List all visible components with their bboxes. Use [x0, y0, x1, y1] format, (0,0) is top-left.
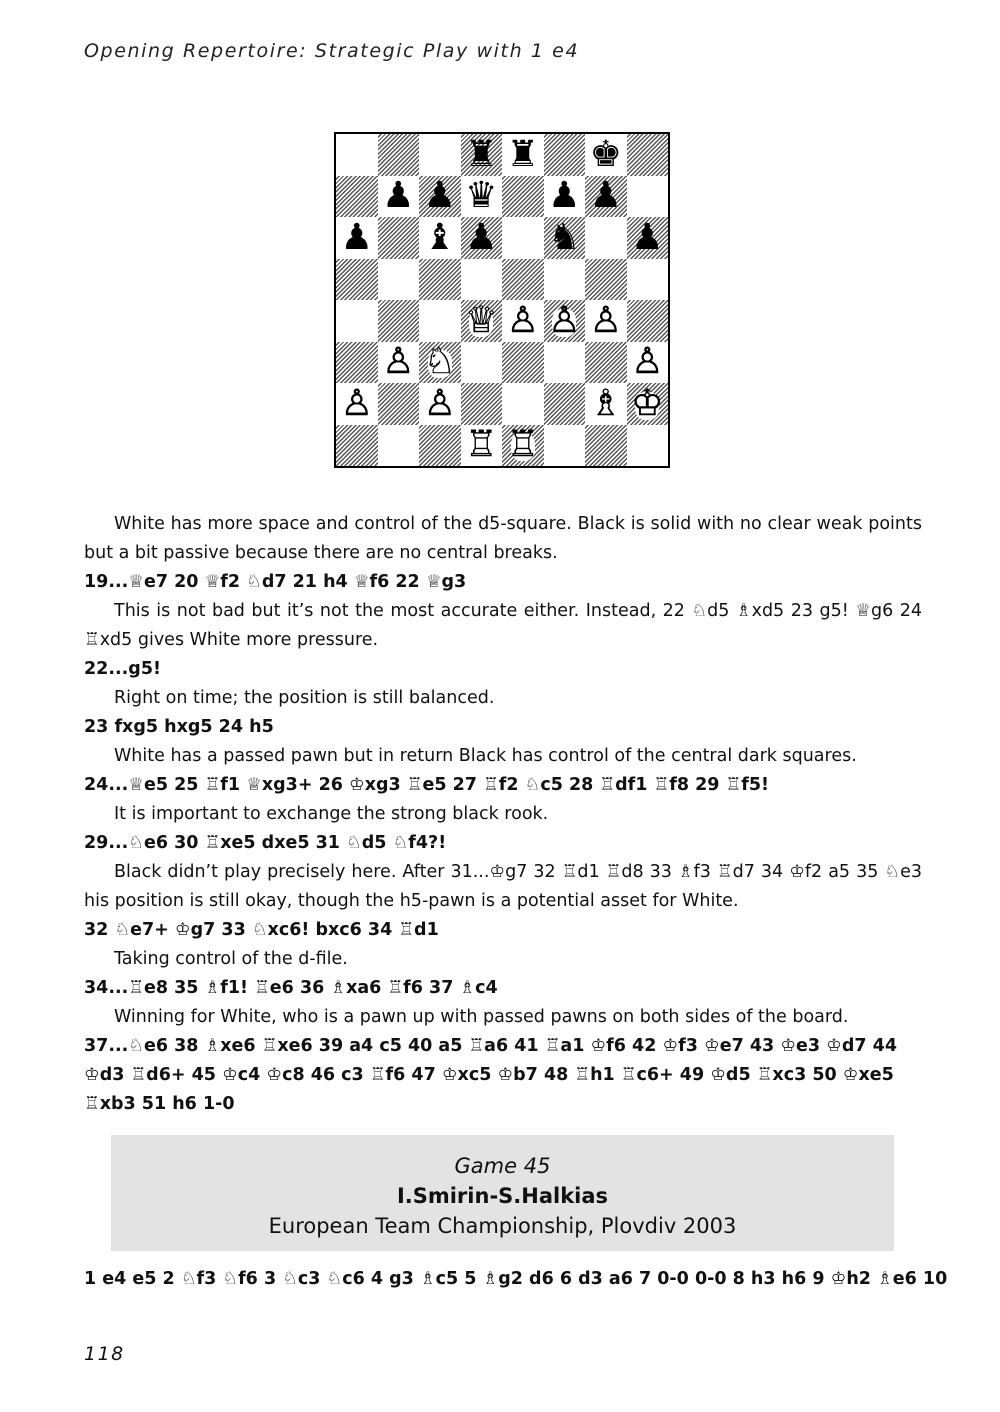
board-square — [378, 383, 420, 425]
board-grid — [336, 134, 668, 466]
chess-piece: ♝ — [423, 216, 456, 258]
board-square — [585, 134, 627, 176]
board-square — [502, 176, 544, 218]
board-square — [419, 342, 461, 384]
move-line: 19...♕e7 20 ♕f2 ♘d7 21 h4 ♕f6 22 ♕g3 — [84, 572, 467, 592]
board-square — [544, 425, 586, 467]
board-square — [336, 383, 378, 425]
board-square — [502, 300, 544, 342]
board-square — [461, 342, 503, 384]
board-square — [544, 259, 586, 301]
board-square — [461, 134, 503, 176]
move-line: 24...♕e5 25 ♖f1 ♕xg3+ 26 ♔xg3 ♖e5 27 ♖f2 ♘c5 28 ♖df1 ♖f8 29 ♖f5! — [84, 775, 769, 795]
chess-piece: ♙ — [506, 299, 539, 341]
board-square — [585, 383, 627, 425]
board-square — [544, 176, 586, 218]
board-square — [336, 425, 378, 467]
move-line: 29...♘e6 30 ♖xe5 dxe5 31 ♘d5 ♘f4?! — [84, 833, 447, 853]
game-header-box — [111, 1135, 894, 1251]
board-square — [336, 259, 378, 301]
board-square — [336, 300, 378, 342]
chess-piece: ♟ — [382, 175, 415, 217]
chess-piece: ♟ — [548, 175, 581, 217]
running-title: Opening Repertoire: Strategic Play with 1 e4 — [84, 40, 580, 62]
commentary — [84, 510, 922, 1119]
chess-piece: ♙ — [382, 341, 415, 383]
game-number: Game 45 — [454, 1154, 551, 1178]
move-line: 34...♖e8 35 ♗f1! ♖e6 36 ♗xa6 ♖f6 37 ♗c4 — [84, 978, 498, 998]
chess-piece: ♙ — [340, 382, 373, 424]
paragraph: Winning for White, who is a pawn up with passed pawns on both sides of the board. — [114, 1007, 849, 1027]
chess-piece: ♜ — [506, 133, 539, 175]
board-square — [544, 134, 586, 176]
board-square — [419, 176, 461, 218]
board-square — [502, 342, 544, 384]
board-square — [627, 217, 669, 259]
board-square — [627, 383, 669, 425]
board-square — [419, 134, 461, 176]
move-line: 22...g5! — [84, 659, 161, 679]
board-square — [336, 134, 378, 176]
board-square — [378, 425, 420, 467]
game-moves: 1 e4 e5 2 ♘f3 ♘f6 3 ♘c3 ♘c6 4 g3 ♗c5 5 ♗g2 d6 6 d3 a6 7 0-0 0-0 8 h3 h6 9 ♔h2 ♗e6 10 — [84, 1269, 948, 1289]
board-square — [378, 300, 420, 342]
board-square — [585, 176, 627, 218]
chess-piece: ♖ — [465, 424, 498, 466]
board-square — [378, 176, 420, 218]
board-square — [461, 383, 503, 425]
board-square — [378, 342, 420, 384]
board-square — [544, 342, 586, 384]
board-square — [627, 425, 669, 467]
chess-piece: ♙ — [631, 341, 664, 383]
chess-piece: ♟ — [631, 216, 664, 258]
paragraph: White has a passed pawn but in return Black has control of the central dark squares. — [114, 746, 857, 766]
chess-piece: ♛ — [465, 175, 498, 217]
chess-piece: ♟ — [465, 216, 498, 258]
board-square — [461, 259, 503, 301]
chess-piece: ♙ — [589, 299, 622, 341]
board-square — [419, 300, 461, 342]
chess-piece: ♖ — [506, 424, 539, 466]
chess-piece: ♜ — [465, 133, 498, 175]
chess-piece: ♕ — [465, 299, 498, 341]
chess-piece: ♟ — [340, 216, 373, 258]
board-square — [419, 259, 461, 301]
move-line: 32 ♘e7+ ♔g7 33 ♘xc6! bxc6 34 ♖d1 — [84, 920, 439, 940]
board-square — [378, 217, 420, 259]
chess-piece: ♟ — [589, 175, 622, 217]
chess-piece: ♚ — [589, 133, 622, 175]
board-square — [336, 217, 378, 259]
board-square — [544, 300, 586, 342]
board-square — [378, 134, 420, 176]
move-line: 23 fxg5 hxg5 24 h5 — [84, 717, 274, 737]
board-square — [585, 259, 627, 301]
board-square — [627, 176, 669, 218]
paragraph: Right on time; the position is still balanced. — [114, 688, 495, 708]
board-square — [502, 425, 544, 467]
paragraph: Black didn’t play precisely here. After 31...♔g7 32 ♖d1 ♖d8 33 ♗f3 ♖d7 34 ♔f2 a5 35 ♘e3 his position is still okay, though the h5-pawn is a potential asset for White. — [84, 862, 922, 911]
board-square — [419, 425, 461, 467]
board-square — [461, 300, 503, 342]
board-square — [627, 134, 669, 176]
board-square — [336, 176, 378, 218]
game-event: European Team Championship, Plovdiv 2003 — [268, 1214, 737, 1238]
board-square — [502, 134, 544, 176]
chess-piece: ♔ — [631, 382, 664, 424]
chess-diagram — [334, 132, 670, 468]
board-square — [419, 217, 461, 259]
board-square — [461, 425, 503, 467]
chess-piece: ♗ — [589, 382, 622, 424]
chess-piece: ♘ — [423, 341, 456, 383]
board-square — [627, 300, 669, 342]
board-square — [419, 383, 461, 425]
board-square — [544, 383, 586, 425]
board-square — [378, 259, 420, 301]
board-square — [544, 217, 586, 259]
board-square — [461, 217, 503, 259]
chess-piece: ♟ — [423, 175, 456, 217]
board-square — [627, 342, 669, 384]
paragraph: White has more space and control of the d5-square. Black is solid with no clear weak points but a bit passive because there are no central breaks. — [84, 514, 922, 563]
board-square — [585, 217, 627, 259]
board-square — [627, 259, 669, 301]
board-square — [461, 176, 503, 218]
board-square — [585, 425, 627, 467]
board-square — [502, 259, 544, 301]
paragraph: It is important to exchange the strong black rook. — [114, 804, 549, 824]
board-square — [585, 342, 627, 384]
chess-piece: ♞ — [548, 216, 581, 258]
board-square — [502, 217, 544, 259]
move-line: 37...♘e6 38 ♗xe6 ♖xe6 39 a4 c5 40 a5 ♖a6 41 ♖a1 ♔f6 42 ♔f3 ♔e7 43 ♔e3 ♔d7 44 ♔d3 ♖d6+ 45 ♔c4 ♔c8 46 c3 ♖f6 47 ♔xc5 ♔b7 48 ♖h1 ♖c6+ 49 ♔d5 ♖xc3 50 ♔xe5 ♖xb3 51 h6 1-0 — [84, 1036, 897, 1114]
board-square — [502, 383, 544, 425]
paragraph: Taking control of the d-file. — [114, 949, 348, 969]
board-square — [585, 300, 627, 342]
chess-piece: ♙ — [548, 299, 581, 341]
paragraph: This is not bad but it’s not the most accurate either. Instead, 22 ♘d5 ♗xd5 23 g5! ♕g6 24 ♖xd5 gives White more pressure. — [84, 601, 922, 650]
game-players: I.Smirin-S.Halkias — [396, 1184, 609, 1208]
board-square — [336, 342, 378, 384]
page-number: 118 — [84, 1343, 125, 1365]
chess-piece: ♙ — [423, 382, 456, 424]
